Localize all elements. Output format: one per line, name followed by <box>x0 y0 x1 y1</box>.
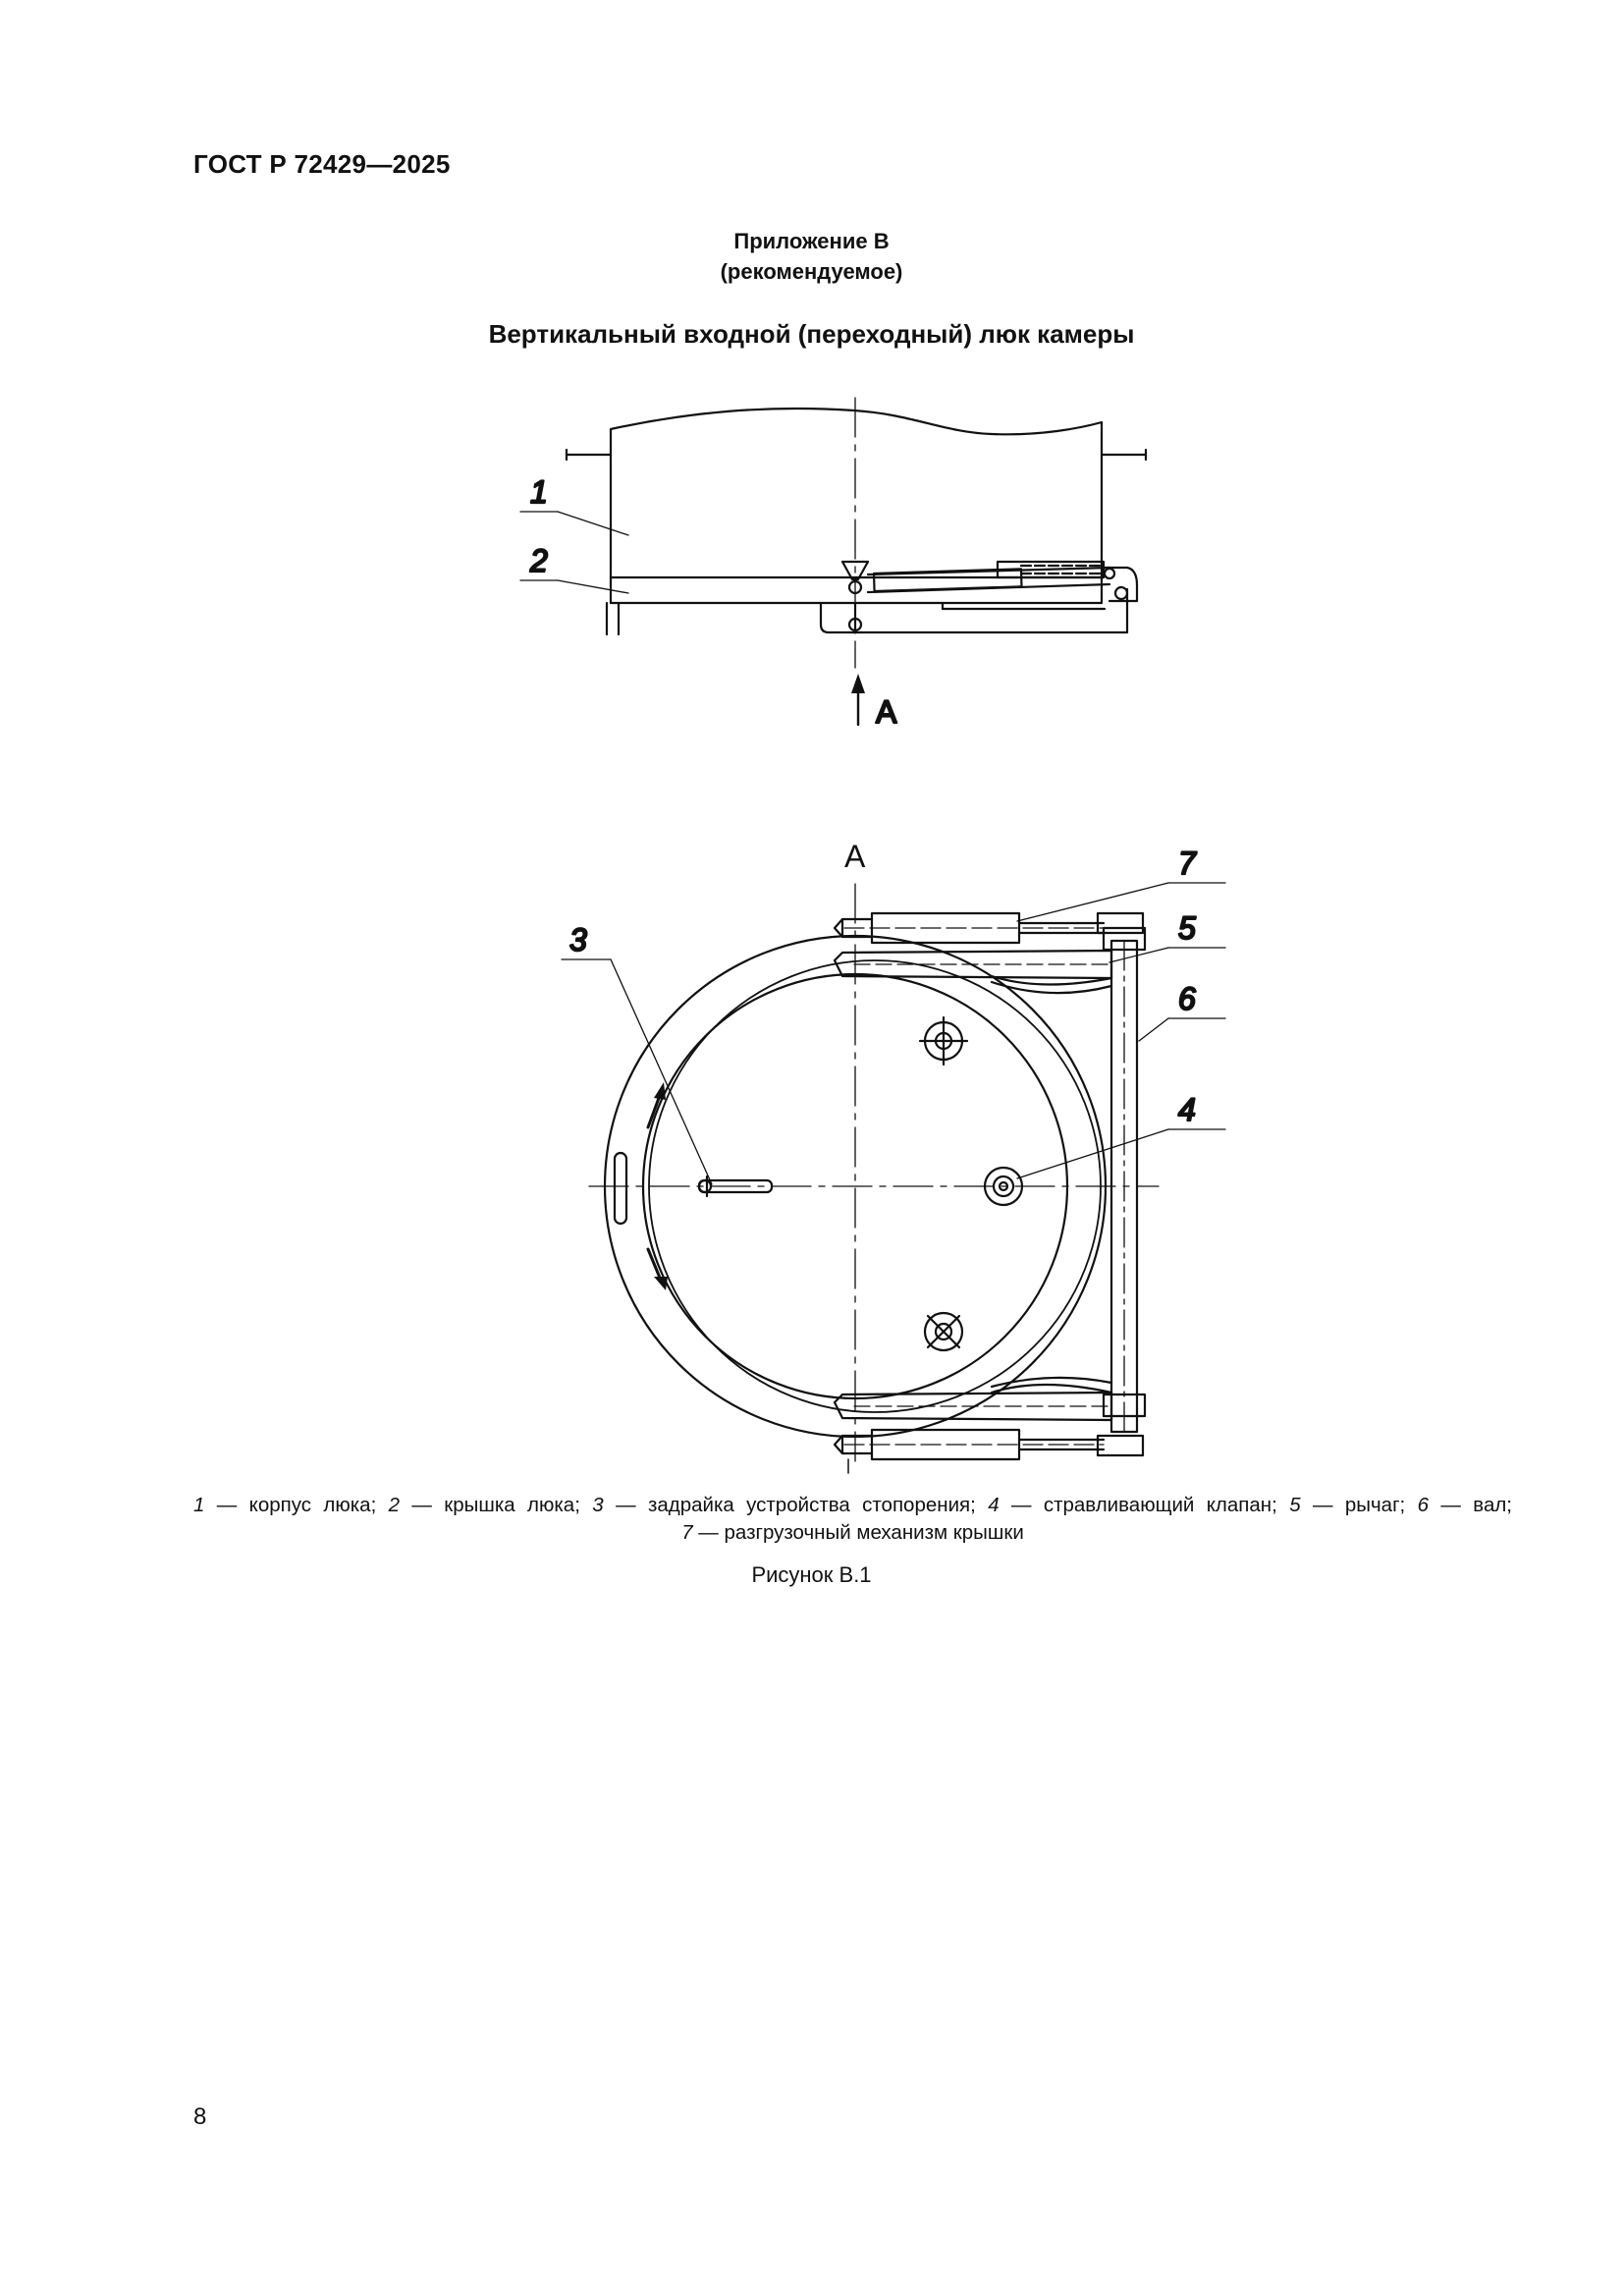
view-a <box>562 839 1225 1473</box>
figure-legend <box>193 1492 1512 1547</box>
legend-line-1: 1 — корпус люка; 2 — крышка люка; 3 — задрайка устройства стопорения; 4 — стравливающий клапан; 5 — рычаг; 6 — вал; <box>193 1494 1513 1516</box>
view-label-arrow: А <box>876 694 897 730</box>
legend-line-2: 7 — разгрузочный механизм крышки <box>681 1521 1024 1544</box>
callout-5: 5 <box>1178 910 1196 946</box>
document-title: Вертикальный входной (переходный) люк камеры <box>488 319 1135 349</box>
callout-7: 7 <box>1178 846 1196 881</box>
figure-caption: Рисунок В.1 <box>751 1562 872 1587</box>
callout-6: 6 <box>1178 981 1196 1016</box>
callout-4: 4 <box>1178 1092 1196 1127</box>
side-view <box>520 398 1146 725</box>
callout-2: 2 <box>530 543 548 578</box>
page-number: 8 <box>193 2104 207 2130</box>
view-label-a: А <box>844 839 866 874</box>
callout-3: 3 <box>569 922 587 957</box>
callout-1: 1 <box>530 474 548 510</box>
appendix-status: (рекомендуемое) <box>720 259 903 284</box>
appendix-title: Приложение В <box>733 229 890 253</box>
standard-code: ГОСТ Р 72429—2025 <box>193 149 451 179</box>
